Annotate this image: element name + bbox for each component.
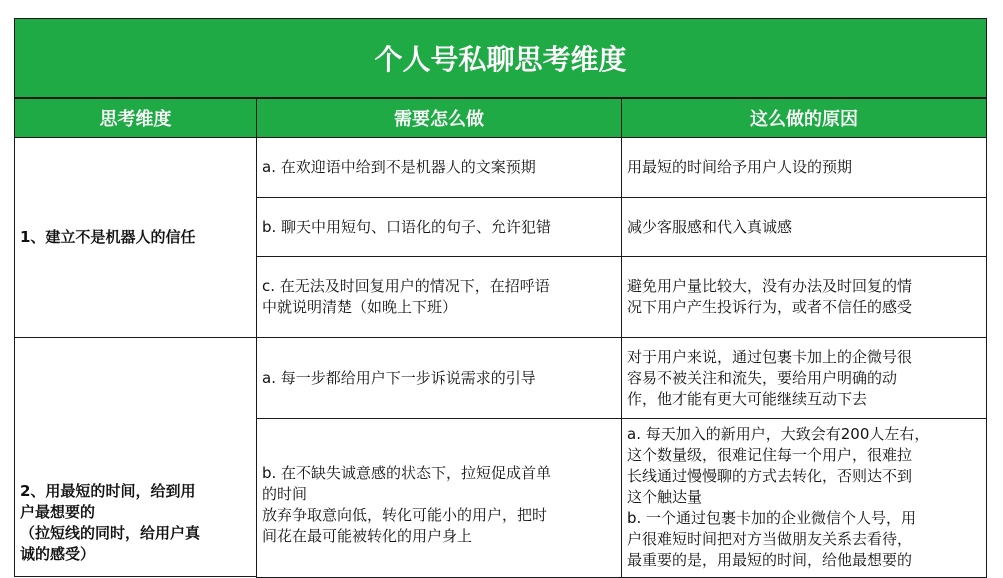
reason-text-1b: 减少客服感和代入真诚感 xyxy=(627,217,793,236)
reason-text-1a: 用最短的时间给予用户人设的预期 xyxy=(627,158,853,176)
action-cell-2b xyxy=(256,418,622,578)
header-reason: 这么做的原因 xyxy=(621,98,987,138)
dimension-cell-1 xyxy=(14,137,257,338)
header-dimension: 思考维度 xyxy=(14,98,257,138)
reason-cell-1c xyxy=(621,256,987,338)
action-cell-1b xyxy=(256,197,622,257)
dimension-text-1: 1、建立不是机器人的信任 xyxy=(20,228,196,246)
reason-text-1c: 避免用户量比较大，没有办法及时回复的情 况下用户产生投诉行为，或者不信任的感受 xyxy=(627,277,913,316)
header-action: 需要怎么做 xyxy=(256,98,622,138)
action-text-2a: a. 每一步都给用户下一步诉说需求的引导 xyxy=(262,368,536,387)
action-text-2b: b. 在不缺失诚意感的状态下，拉短促成首单 的时间 放弃争取意向低，转化可能小的用户，把时 间花在最可能被转化的用户身上 xyxy=(262,464,552,545)
action-cell-2a xyxy=(256,337,622,419)
reason-text-2b: a. 每天加入的新用户，大致会有200人左右， 这个数量级，很难记住每一个用户，很难拉 长线通过慢慢聊的方式去转化，否则达不到 这个触达量 b. 一个通过包裹卡加的企业微信个人号，用 户很难短时间把对方当做朋友关系去看待， 最重要的是，用最短的时间，给他最想要的 xyxy=(627,425,930,569)
action-cell-1c xyxy=(256,256,622,338)
dimension-text-2: 2、用最短的时间，给到用 户最想要的 （拉短线的同时，给用户真 诚的感受） xyxy=(20,482,201,563)
reason-cell-1b xyxy=(621,197,987,257)
reason-cell-2a xyxy=(621,337,987,419)
dimension-cell-2 xyxy=(14,337,257,577)
action-text-1a: a. 在欢迎语中给到不是机器人的文案预期 xyxy=(262,158,536,176)
reason-cell-1a xyxy=(621,137,987,198)
reason-text-2a: 对于用户来说，通过包裹卡加上的企微号很 容易不被关注和流失，要给用户明确的动 作，他才能有更大可能继续互动下去 xyxy=(627,347,913,408)
action-cell-1a xyxy=(256,137,622,198)
reason-cell-2b xyxy=(621,418,987,578)
sheet-title: 个人号私聊思考维度 xyxy=(14,18,987,98)
action-text-1c: c. 在无法及时回复用户的情况下，在招呼语 中就说明清楚（如晚上下班） xyxy=(262,277,550,316)
action-text-1b: b. 聊天中用短句、口语化的句子、允许犯错 xyxy=(262,217,552,236)
